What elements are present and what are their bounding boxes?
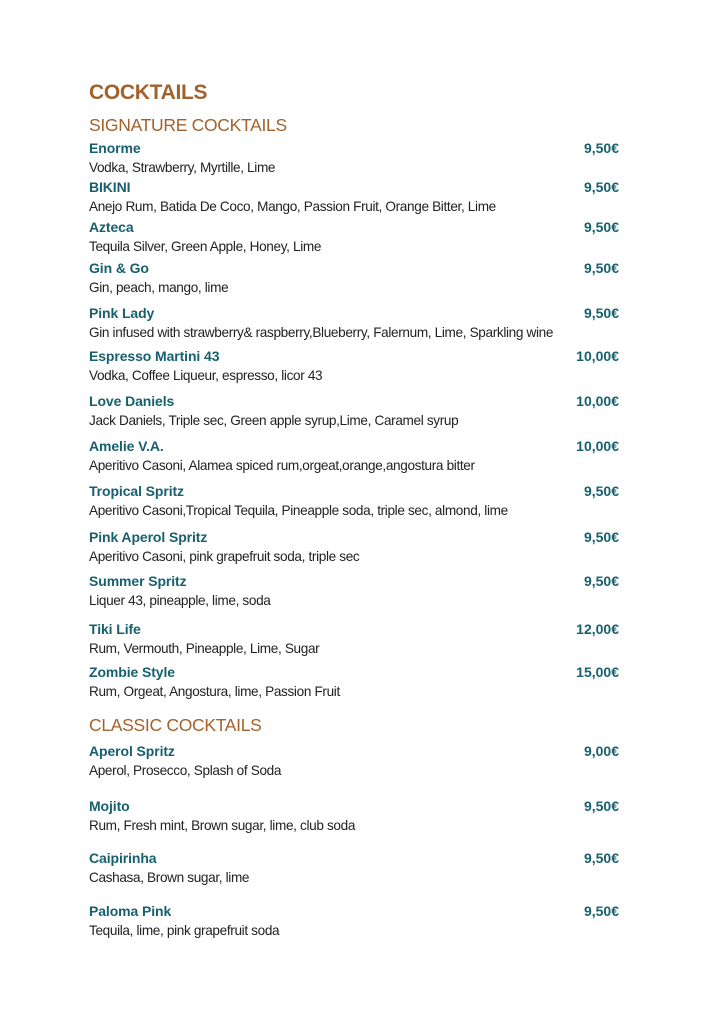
item-name: Caipirinha	[89, 850, 157, 866]
item-price: 10,00€	[576, 438, 619, 454]
item-price: 9,50€	[583, 179, 619, 195]
section-heading: SIGNATURE COCKTAILS	[89, 115, 287, 135]
item-description: Anejo Rum, Batida De Coco, Mango, Passion Fruit, Orange Bitter, Lime	[89, 199, 496, 214]
item-description: Cashasa, Brown sugar, lime	[89, 870, 250, 885]
item-name: Enorme	[89, 140, 141, 156]
item-description: Rum, Vermouth, Pineapple, Lime, Sugar	[89, 641, 320, 656]
item-price: 9,50€	[583, 798, 619, 814]
item-price: 10,00€	[576, 393, 619, 409]
item-name: Azteca	[89, 219, 134, 235]
item-price: 9,50€	[583, 305, 619, 321]
item-price: 9,50€	[583, 219, 619, 235]
item-description: Tequila, lime, pink grapefruit soda	[89, 923, 280, 938]
item-name: Pink Aperol Spritz	[89, 529, 208, 545]
item-price: 15,00€	[576, 664, 619, 680]
page-title: COCKTAILS	[89, 81, 208, 104]
item-price: 9,50€	[583, 903, 619, 919]
item-price: 9,50€	[583, 483, 619, 499]
item-description: Liquer 43, pineapple, lime, soda	[89, 593, 271, 608]
item-description: Gin, peach, mango, lime	[89, 280, 229, 295]
item-name: Zombie Style	[89, 664, 175, 680]
item-price: 12,00€	[576, 621, 619, 637]
item-description: Tequila Silver, Green Apple, Honey, Lime	[89, 239, 322, 254]
item-description: Rum, Orgeat, Angostura, lime, Passion Fruit	[89, 684, 340, 699]
item-price: 9,50€	[583, 850, 619, 866]
item-description: Aperol, Prosecco, Splash of Soda	[89, 763, 282, 778]
item-name: Summer Spritz	[89, 573, 187, 589]
item-name: Gin & Go	[89, 260, 149, 276]
item-name: Amelie V.A.	[89, 438, 164, 454]
item-description: Vodka, Strawberry, Myrtille, Lime	[89, 160, 276, 175]
item-price: 9,50€	[583, 260, 619, 276]
item-price: 9,00€	[583, 743, 619, 759]
section-heading: CLASSIC COCKTAILS	[89, 715, 262, 735]
item-price: 10,00€	[576, 348, 619, 364]
item-name: Espresso Martini 43	[89, 348, 220, 364]
item-description: Gin infused with strawberry& raspberry,Blueberry, Falernum, Lime, Sparkling wine	[89, 325, 554, 340]
item-name: Love Daniels	[89, 393, 175, 409]
item-price: 9,50€	[583, 573, 619, 589]
item-name: BIKINI	[89, 179, 131, 195]
item-name: Aperol Spritz	[89, 743, 175, 759]
item-description: Aperitivo Casoni, pink grapefruit soda, triple sec	[89, 549, 360, 564]
item-description: Aperitivo Casoni, Alamea spiced rum,orgeat,orange,angostura bitter	[89, 458, 475, 473]
item-price: 9,50€	[583, 140, 619, 156]
item-description: Jack Daniels, Triple sec, Green apple syrup,Lime, Caramel syrup	[89, 413, 459, 428]
item-description: Aperitivo Casoni,Tropical Tequila, Pineapple soda, triple sec, almond, lime	[89, 503, 508, 518]
item-name: Pink Lady	[89, 305, 155, 321]
item-name: Mojito	[89, 798, 130, 814]
item-name: Tropical Spritz	[89, 483, 184, 499]
item-description: Vodka, Coffee Liqueur, espresso, licor 43	[89, 368, 323, 383]
item-description: Rum, Fresh mint, Brown sugar, lime, club soda	[89, 818, 356, 833]
item-name: Tiki Life	[89, 621, 141, 637]
item-name: Paloma Pink	[89, 903, 172, 919]
item-price: 9,50€	[583, 529, 619, 545]
